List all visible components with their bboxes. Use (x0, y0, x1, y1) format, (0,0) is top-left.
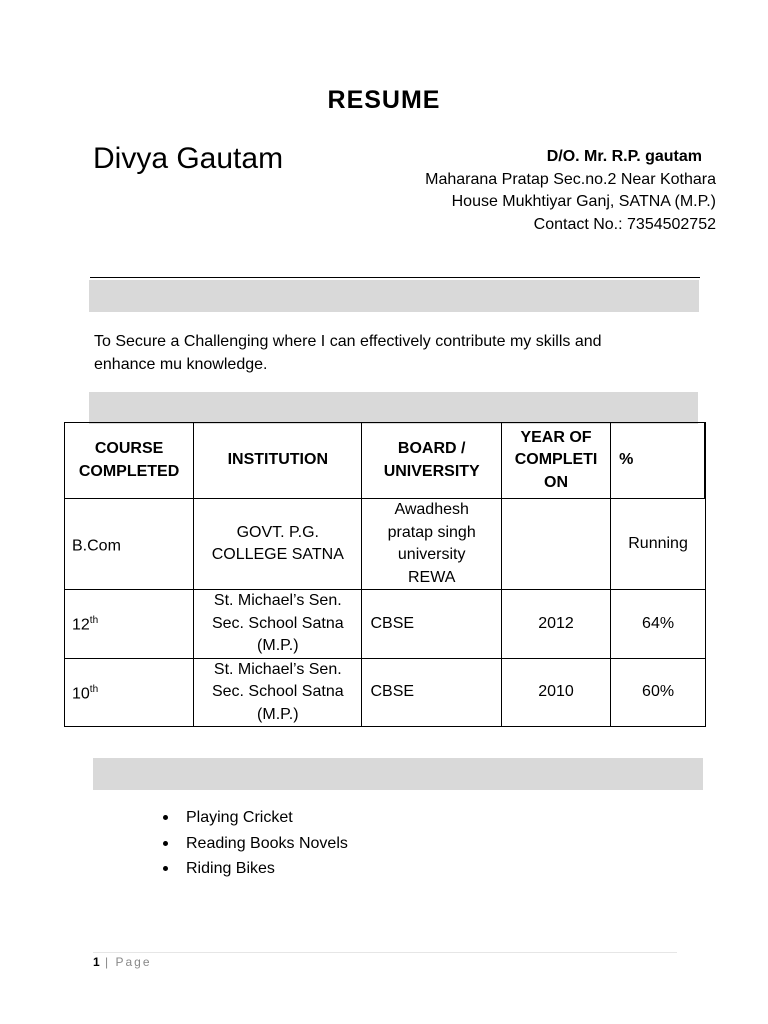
header-course (65, 423, 194, 499)
board-line: Awadhesh (394, 501, 469, 518)
course-name: 10 (72, 685, 90, 703)
hobbies-section-bar (93, 758, 703, 790)
year-cell: 2010 (501, 658, 610, 727)
institution-line: COLLEGE SATNA (211, 546, 344, 563)
institution-line: St. Michael’s Sen. (213, 660, 342, 678)
hobbies-list (163, 805, 348, 882)
institution-line: GOVT. P.G. (236, 523, 319, 541)
course-name: 12 (72, 616, 90, 634)
objective-text (94, 330, 714, 376)
header-board-line: BOARD / (397, 440, 466, 457)
table-row (65, 590, 706, 659)
header-percent: % (611, 423, 705, 499)
header-year-line: ON (544, 473, 569, 491)
course-superscript: th (89, 683, 99, 695)
board-cell: CBSE (362, 590, 501, 659)
course-name: B.Com (72, 536, 121, 554)
table-row (65, 658, 706, 727)
header-course-line: COMPLETED (78, 462, 180, 480)
header-board (362, 423, 501, 499)
objective-section-bar (89, 280, 699, 312)
list-item: Riding Bikes (163, 856, 348, 882)
applicant-name: Divya Gautam (93, 142, 284, 175)
address-block (425, 146, 716, 236)
list-item: Playing Cricket (163, 805, 348, 831)
institution-line: (M.P.) (257, 637, 299, 654)
institution-cell (194, 658, 362, 727)
institution-line: Sec. School Satna (211, 614, 344, 632)
header-year-line: COMPLETI (514, 451, 598, 469)
percent-cell: 60% (611, 658, 706, 727)
contact-number: Contact No.: 7354502752 (533, 215, 716, 233)
page-number: 1 (93, 955, 100, 969)
board-cell (362, 499, 501, 590)
institution-cell (194, 499, 362, 590)
percent-cell: Running (611, 499, 706, 590)
course-superscript: th (89, 615, 99, 627)
header-spacer (704, 423, 705, 499)
education-table (64, 422, 706, 727)
board-line: university (397, 546, 466, 563)
course-cell (65, 590, 194, 659)
education-table-header (65, 423, 706, 499)
institution-line: (M.P.) (257, 705, 299, 723)
board-line: pratap singh (387, 523, 476, 541)
guardian-line: D/O. Mr. R.P. gautam (546, 148, 702, 165)
header-year (501, 423, 610, 499)
year-cell (501, 499, 610, 590)
address-line-2: House Mukhtiyar Ganj, SATNA (M.P.) (451, 193, 716, 210)
institution-line: Sec. School Satna (211, 683, 344, 700)
percent-cell: 64% (611, 590, 706, 659)
address-line-1: Maharana Pratap Sec.no.2 Near Kothara (425, 170, 716, 188)
board-line: REWA (407, 568, 456, 586)
education-section-bar (89, 392, 698, 424)
header-course-line: COURSE (94, 440, 164, 457)
page-label: | Page (99, 955, 152, 969)
document-title: RESUME (327, 86, 441, 114)
objective-line-1: To Secure a Challenging where I can effectively contribute my skills and (94, 333, 602, 350)
header-board-line: UNIVERSITY (383, 462, 480, 480)
course-cell (65, 658, 194, 727)
header-divider (90, 277, 700, 278)
table-row (65, 499, 706, 590)
page-footer (93, 955, 152, 969)
objective-line-2: enhance mu knowledge. (94, 356, 268, 373)
header-year-line: YEAR OF (520, 428, 592, 446)
institution-cell (194, 590, 362, 659)
year-cell: 2012 (501, 590, 610, 659)
board-cell: CBSE (362, 658, 501, 727)
footer-divider (93, 952, 677, 953)
header-institution: INSTITUTION (194, 423, 362, 499)
institution-line: St. Michael’s Sen. (213, 592, 342, 609)
list-item: Reading Books Novels (163, 831, 348, 857)
course-cell (65, 499, 194, 590)
